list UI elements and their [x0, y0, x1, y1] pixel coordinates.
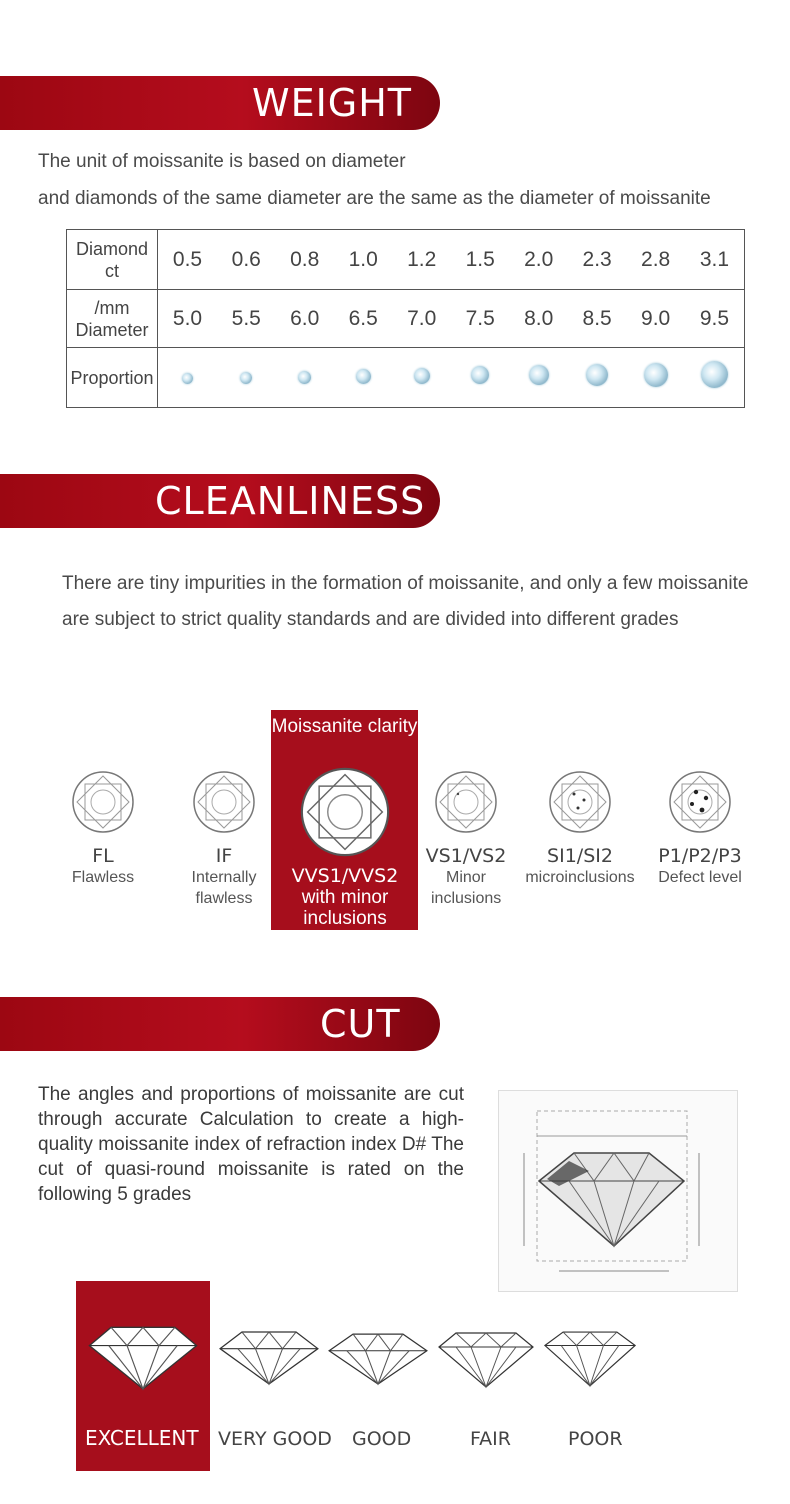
mm-cell: 5.0: [158, 290, 218, 348]
diamond-proportion-icon: [499, 1091, 737, 1291]
proportion-header: Proportion: [67, 348, 158, 408]
table-row-proportion: [67, 348, 745, 408]
ct-cell: 2.3: [568, 230, 626, 290]
table-row-mm: [67, 290, 745, 348]
round-diamond-icon: [548, 770, 612, 834]
ct-cell: 0.8: [275, 230, 333, 290]
clarity-grade-desc: Defect level: [658, 869, 742, 886]
mm-cell: 6.5: [334, 290, 392, 348]
clarity-grade-desc: Flawless: [71, 869, 135, 886]
cut-grade-label: EXCELLENT: [85, 1426, 199, 1450]
diamond-good-icon: [326, 1322, 430, 1392]
clarity-highlight-title: Moissanite clarity: [271, 716, 418, 737]
diamond-excellent-icon: [86, 1322, 200, 1392]
ct-cell: 2.0: [509, 230, 567, 290]
clarity-item-if: [182, 770, 266, 909]
cleanliness-text-1: There are tiny impurities in the formation of moissanite, and only a few moissanite: [62, 573, 749, 594]
diamond-icon: [529, 365, 549, 385]
diamond-icon: [240, 372, 252, 384]
clarity-grade-name: FL: [92, 845, 114, 867]
cut-grade-label: GOOD: [352, 1428, 412, 1450]
ct-cell: 0.6: [217, 230, 275, 290]
diamond-poor-icon: [542, 1322, 638, 1392]
mm-cell: 9.5: [685, 290, 745, 348]
diamond-icon: [414, 368, 430, 384]
clarity-item-p: [648, 770, 752, 888]
diamond-fair-icon: [436, 1322, 536, 1392]
ct-cell: 0.5: [158, 230, 218, 290]
cut-banner: [0, 997, 440, 1051]
diamond-icon: [586, 364, 608, 386]
cut-grade-label: FAIR: [470, 1428, 511, 1450]
clarity-item-si: [520, 770, 640, 888]
cut-grade-label: VERY GOOD: [218, 1428, 332, 1450]
mm-header: /mm Diameter: [67, 290, 158, 348]
ct-cell: 3.1: [685, 230, 745, 290]
diamond-icon: [701, 361, 728, 388]
section-title-cleanliness: CLEANLINESS: [155, 479, 426, 523]
ct-cell: 1.2: [392, 230, 450, 290]
cleanliness-banner: [0, 474, 440, 528]
round-diamond-icon: [299, 766, 391, 858]
diamond-icon: [298, 371, 311, 384]
mm-cell: 9.0: [626, 290, 684, 348]
cut-proportion-diagram: [498, 1090, 738, 1292]
diamond-icon: [182, 373, 193, 384]
mm-cell: 8.5: [568, 290, 626, 348]
clarity-grade-name: VS1/VS2: [425, 845, 507, 867]
clarity-item-vs: [424, 770, 508, 909]
weight-table: [66, 229, 745, 408]
clarity-grade-name: IF: [215, 845, 233, 867]
ct-header: Diamond ct: [67, 230, 158, 290]
clarity-grade-name: SI1/SI2: [547, 845, 613, 867]
clarity-grade-name: VVS1/VVS2: [291, 865, 399, 887]
clarity-grade-desc: Internally flawless: [191, 869, 257, 907]
clarity-grade-name: P1/P2/P3: [658, 845, 742, 867]
round-diamond-icon: [668, 770, 732, 834]
cut-paragraph: The angles and proportions of moissanite are cut through accurate Calculation to create a high-quality moissanite index of refraction index D# The cut of quasi-round moissanite is rated on the following 5 grades: [38, 1084, 464, 1205]
clarity-grade-desc: with minor inclusions: [301, 887, 389, 929]
clarity-item-fl: [62, 770, 144, 888]
section-title-cut: CUT: [320, 1002, 401, 1046]
clarity-grade-desc: microinclusions: [525, 869, 635, 886]
cut-grade-label: POOR: [568, 1428, 623, 1450]
mm-cell: 7.5: [451, 290, 509, 348]
ct-cell: 2.8: [626, 230, 684, 290]
diamond-very-good-icon: [217, 1322, 321, 1392]
weight-text-1: The unit of moissanite is based on diameter: [38, 151, 406, 172]
diamond-icon: [644, 363, 668, 387]
weight-text-2: and diamonds of the same diameter are the same as the diameter of moissanite: [38, 188, 711, 209]
weight-banner: [0, 76, 440, 130]
mm-cell: 7.0: [392, 290, 450, 348]
diamond-icon: [356, 369, 371, 384]
clarity-item-vvs: [276, 766, 414, 929]
round-diamond-icon: [71, 770, 135, 834]
mm-cell: 8.0: [509, 290, 567, 348]
cleanliness-text-2: are subject to strict quality standards and are divided into different grades: [62, 609, 679, 630]
ct-cell: 1.0: [334, 230, 392, 290]
round-diamond-icon: [434, 770, 498, 834]
diamond-icon: [471, 366, 489, 384]
table-row-ct: [67, 230, 745, 290]
mm-cell: 5.5: [217, 290, 275, 348]
round-diamond-icon: [192, 770, 256, 834]
clarity-grade-desc: Minor inclusions: [431, 869, 502, 907]
mm-cell: 6.0: [275, 290, 333, 348]
section-title-weight: WEIGHT: [252, 81, 413, 125]
ct-cell: 1.5: [451, 230, 509, 290]
